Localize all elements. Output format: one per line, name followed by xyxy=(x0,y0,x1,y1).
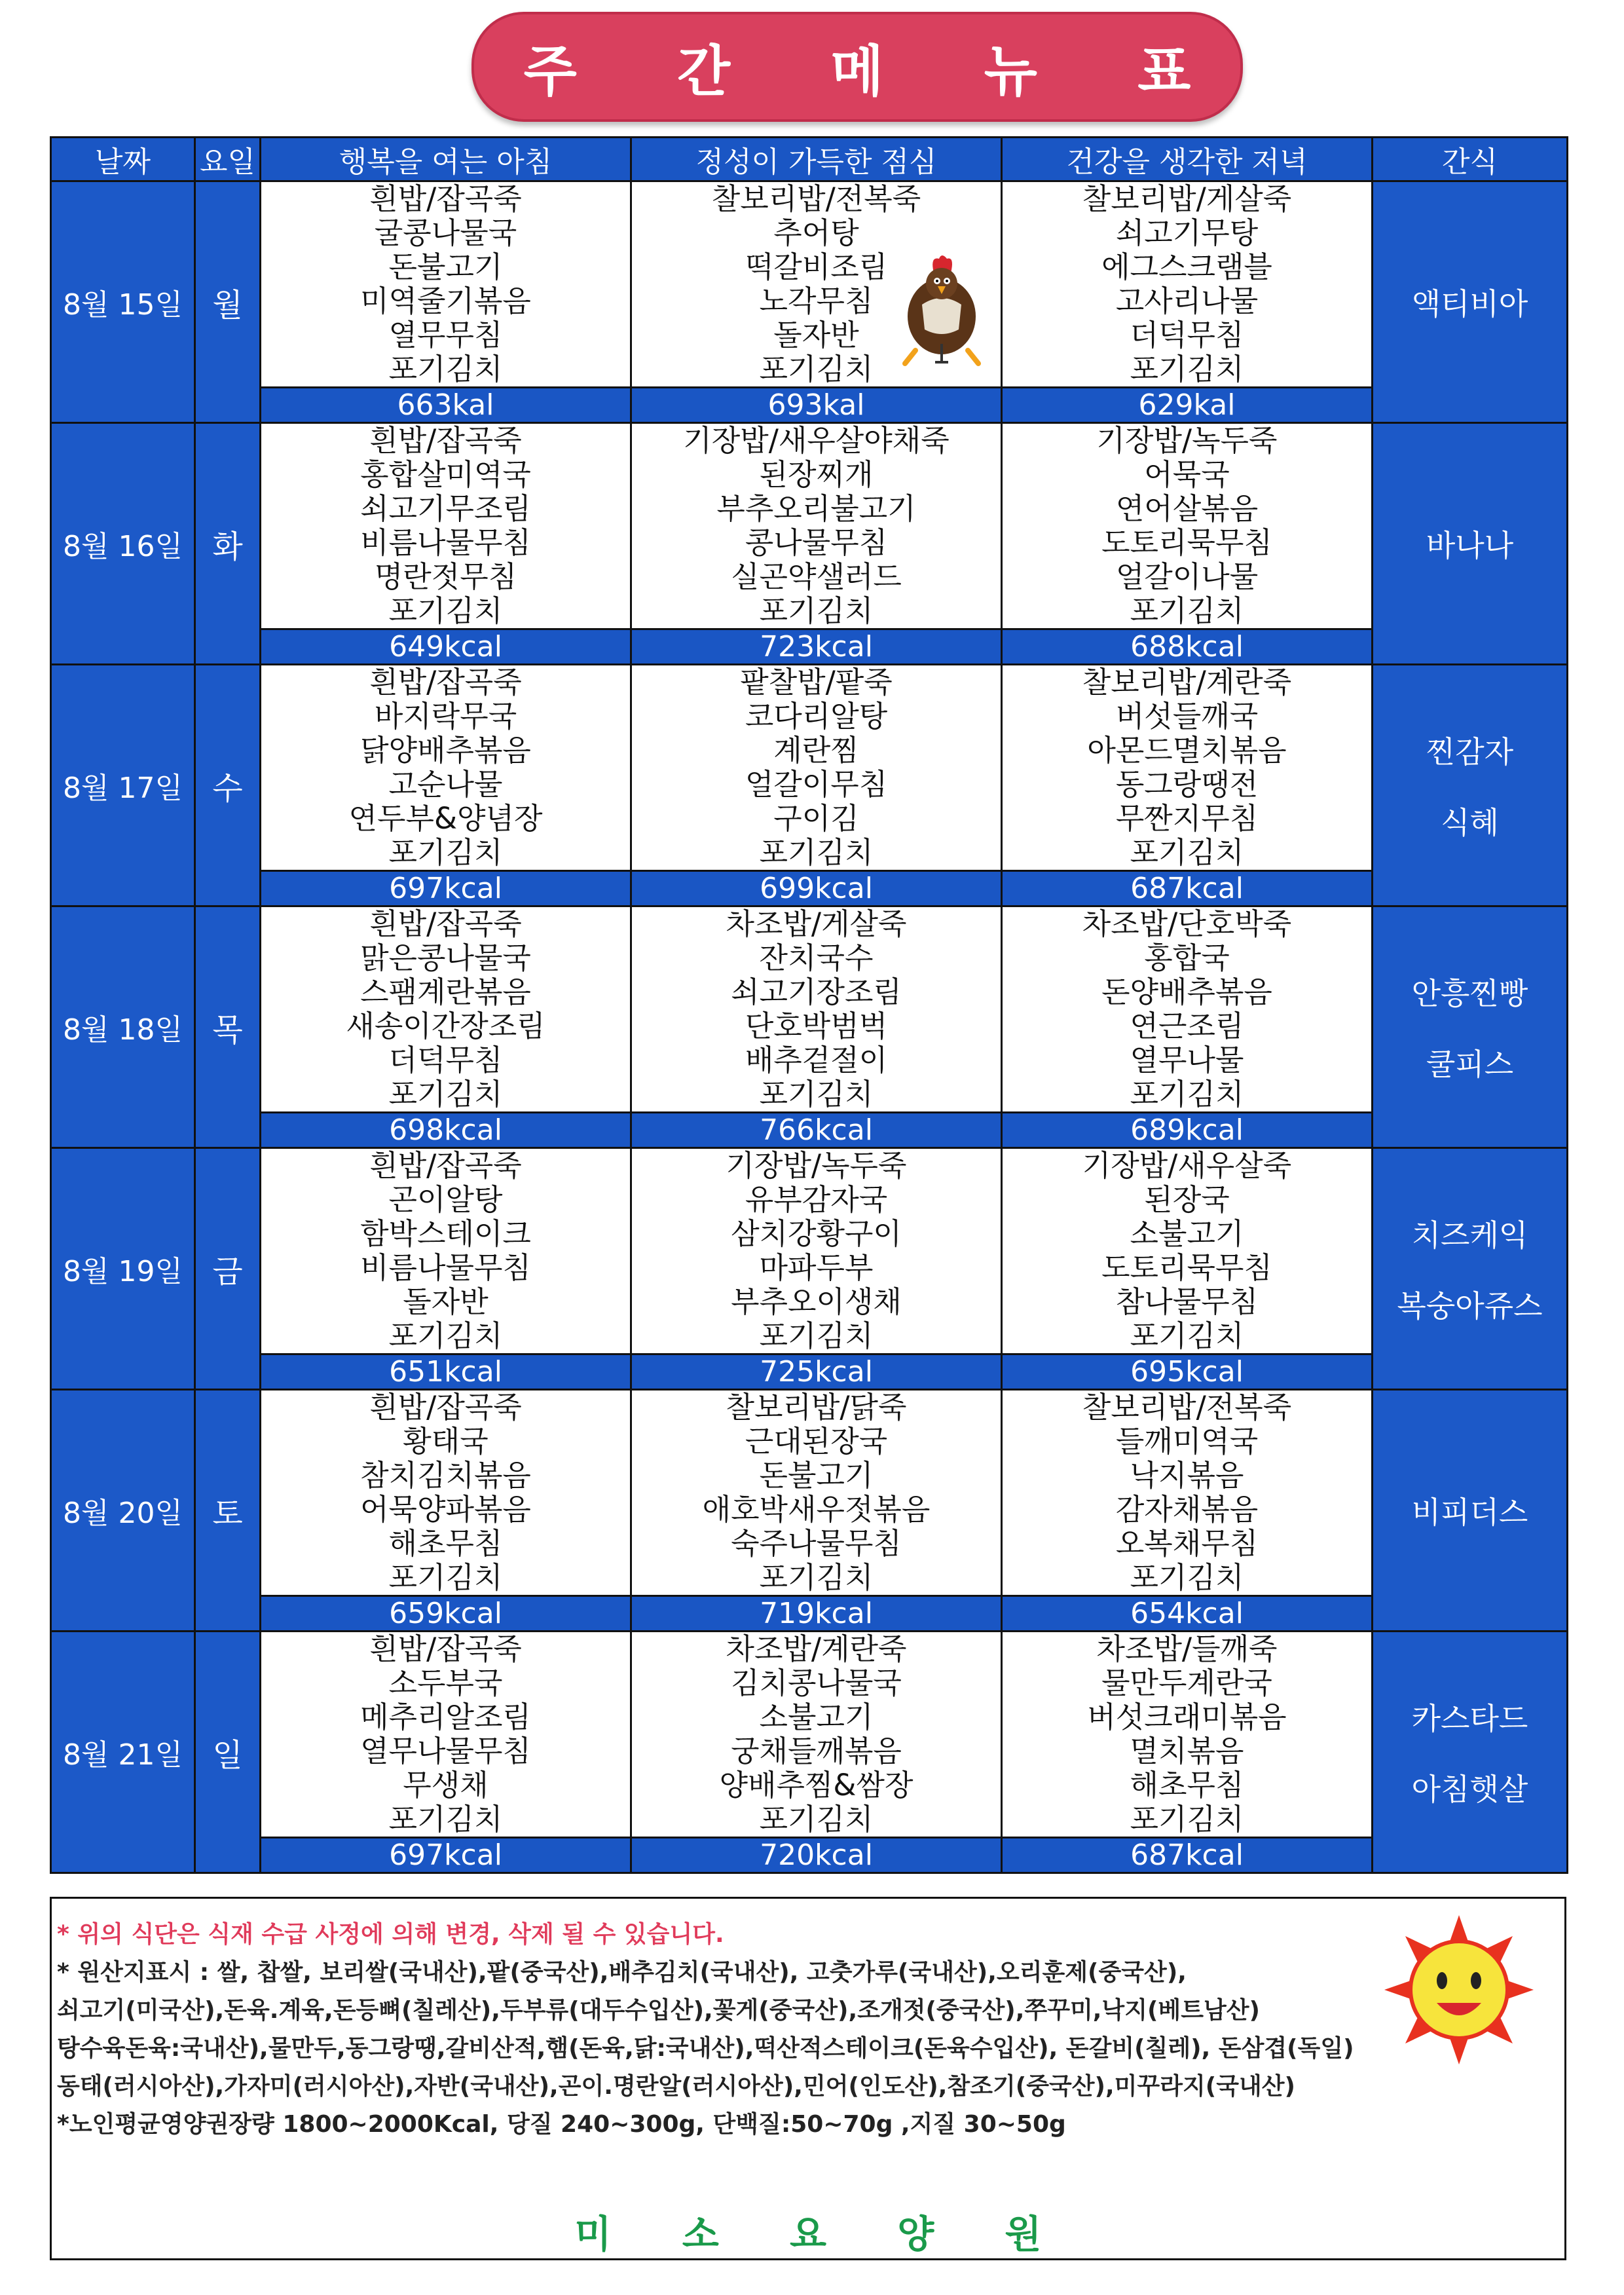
day-weekday: 수 xyxy=(195,665,261,906)
snack-item: 쿨피스 xyxy=(1426,1047,1514,1082)
dinner-item: 포기김치 xyxy=(1130,1318,1244,1353)
nutrition-text: *노인평균영양권장량 1800~2000Kcal, 당질 240~300g, 단백질:50~70g ,지질 30~50g xyxy=(57,2111,1066,2138)
dinner-item: 기장밥/새우살죽 xyxy=(1082,1148,1292,1183)
dinner-item: 차조밥/단호박죽 xyxy=(1082,906,1292,941)
lunch-item: 된장찌개 xyxy=(759,457,874,492)
day-row xyxy=(51,181,1568,388)
lunch-menu xyxy=(631,423,1002,629)
dinner-item: 오복채무침 xyxy=(1115,1526,1259,1561)
lunch-item: 마파두부 xyxy=(759,1250,874,1285)
lunch-item: 궁채들깨볶음 xyxy=(731,1734,902,1768)
dinner-item: 찰보리밥/전복죽 xyxy=(1082,1390,1292,1425)
breakfast-item: 미역줄기볶음 xyxy=(360,284,531,318)
breakfast-menu xyxy=(261,665,631,871)
day-date: 8월 15일 xyxy=(51,181,195,423)
snack-cell xyxy=(1373,1632,1568,1873)
snack-cell xyxy=(1373,1390,1568,1632)
breakfast-item: 비름나물무침 xyxy=(360,1250,531,1285)
header-weekday: 요일 xyxy=(195,138,261,181)
dinner-item: 돈양배추볶음 xyxy=(1101,975,1272,1009)
lunch-item: 잔치국수 xyxy=(759,941,874,975)
dinner-item: 찰보리밥/게살죽 xyxy=(1082,181,1292,216)
dinner-item: 고사리나물 xyxy=(1115,284,1259,318)
breakfast-item: 돈불고기 xyxy=(388,250,503,284)
breakfast-item: 곤이알탕 xyxy=(388,1182,503,1217)
lunch-item: 포기김치 xyxy=(759,1560,874,1595)
lunch-item: 차조밥/게살죽 xyxy=(726,906,907,941)
lunch-menu xyxy=(631,665,1002,871)
dinner-item: 감자채볶음 xyxy=(1115,1492,1259,1527)
day-weekday: 토 xyxy=(195,1390,261,1632)
weekly-menu-table xyxy=(50,136,1568,1874)
snack-cell xyxy=(1373,423,1568,665)
breakfast-menu xyxy=(261,1148,631,1354)
dinner-item: 포기김치 xyxy=(1130,1560,1244,1595)
breakfast-item: 닭양배추볶음 xyxy=(360,733,531,768)
breakfast-item: 포기김치 xyxy=(388,1560,503,1595)
breakfast-item: 열무무침 xyxy=(388,318,503,352)
dinner-item: 멸치볶음 xyxy=(1130,1734,1244,1768)
kcal-row xyxy=(51,629,1568,665)
breakfast-item: 흰밥/잡곡죽 xyxy=(369,181,522,216)
dinner-menu xyxy=(1002,665,1373,871)
lunch-item: 부추오리불고기 xyxy=(716,491,916,526)
dinner-kcal: 689kcal xyxy=(1002,1113,1373,1148)
lunch-kcal: 699kcal xyxy=(631,871,1002,906)
breakfast-item: 바지락무국 xyxy=(374,699,517,734)
snack-item: 아침햇살 xyxy=(1411,1772,1528,1807)
day-row xyxy=(51,1148,1568,1354)
day-row xyxy=(51,423,1568,629)
snack-item: 액티비아 xyxy=(1411,286,1528,322)
lunch-item: 계란찜 xyxy=(773,733,859,768)
day-weekday: 일 xyxy=(195,1632,261,1873)
footer xyxy=(50,2203,1566,2260)
snack-cell xyxy=(1373,906,1568,1148)
breakfast-item: 해초무침 xyxy=(388,1526,503,1561)
snack-item: 복숭아쥬스 xyxy=(1397,1288,1543,1324)
breakfast-item: 소두부국 xyxy=(388,1666,503,1700)
dinner-item: 얼갈이나물 xyxy=(1115,559,1259,594)
dinner-menu xyxy=(1002,423,1373,629)
day-row xyxy=(51,1390,1568,1596)
dinner-item: 해초무침 xyxy=(1130,1768,1244,1802)
lunch-kcal: 720kcal xyxy=(631,1838,1002,1873)
dinner-item: 동그랑땡전 xyxy=(1115,767,1259,802)
lunch-item: 포기김치 xyxy=(759,1802,874,1837)
lunch-menu xyxy=(631,1148,1002,1354)
dinner-item: 도토리묵무침 xyxy=(1101,525,1272,560)
breakfast-kcal: 659kcal xyxy=(261,1596,631,1632)
breakfast-kcal: 697kcal xyxy=(261,1838,631,1873)
origin-line-3: 탕수육돈육:국내산),물만두,동그랑땡,갈비산적,햄(돈육,닭:국내산),떡산적스테이크(돈육수입산), 돈갈비(칠레), 돈삼겹(독일) xyxy=(57,2035,1354,2062)
lunch-item: 포기김치 xyxy=(759,1077,874,1111)
lunch-menu xyxy=(631,906,1002,1113)
breakfast-item: 굴콩나물국 xyxy=(374,215,517,250)
dinner-menu xyxy=(1002,1632,1373,1838)
lunch-item: 포기김치 xyxy=(759,835,874,870)
day-date: 8월 21일 xyxy=(51,1632,195,1873)
breakfast-item: 비름나물무침 xyxy=(360,525,531,560)
dinner-item: 버섯들깨국 xyxy=(1115,699,1259,734)
dinner-item: 에그스크램블 xyxy=(1101,250,1272,284)
breakfast-kcal: 663kal xyxy=(261,388,631,423)
kcal-row xyxy=(51,871,1568,906)
breakfast-menu xyxy=(261,423,631,629)
breakfast-item: 홍합살미역국 xyxy=(360,457,531,492)
dinner-menu xyxy=(1002,1390,1373,1596)
kcal-row xyxy=(51,1596,1568,1632)
lunch-item: 얼갈이무침 xyxy=(745,767,888,802)
lunch-item: 실곤약샐러드 xyxy=(731,559,902,594)
breakfast-item: 포기김치 xyxy=(388,835,503,870)
dinner-item: 들깨미역국 xyxy=(1115,1424,1259,1459)
snack-item: 식혜 xyxy=(1441,805,1499,840)
breakfast-item: 열무나물무침 xyxy=(360,1734,531,1768)
lunch-item: 노각무침 xyxy=(759,284,874,318)
dinner-menu xyxy=(1002,1148,1373,1354)
dinner-item: 도토리묵무침 xyxy=(1101,1250,1272,1285)
breakfast-item: 무생채 xyxy=(403,1768,489,1802)
breakfast-item: 포기김치 xyxy=(388,352,503,386)
day-date: 8월 20일 xyxy=(51,1390,195,1632)
dinner-kcal: 695kcal xyxy=(1002,1354,1373,1390)
day-row xyxy=(51,906,1568,1113)
breakfast-item: 어묵양파볶음 xyxy=(360,1492,531,1527)
dinner-item: 차조밥/들깨죽 xyxy=(1096,1632,1278,1666)
dinner-item: 홍합국 xyxy=(1144,941,1230,975)
header-snack: 간식 xyxy=(1373,138,1568,181)
day-weekday: 금 xyxy=(195,1148,261,1390)
sun-icon xyxy=(1382,1912,1536,2067)
lunch-menu xyxy=(631,1632,1002,1838)
lunch-kcal: 719kcal xyxy=(631,1596,1002,1632)
breakfast-menu xyxy=(261,1390,631,1596)
lunch-item: 소불고기 xyxy=(759,1700,874,1734)
day-row xyxy=(51,1632,1568,1838)
header-dinner: 건강을 생각한 저녁 xyxy=(1002,138,1373,181)
facility-name: 미 소 요 양 원 xyxy=(574,2212,1071,2256)
breakfast-item: 포기김치 xyxy=(388,593,503,628)
breakfast-kcal: 698kcal xyxy=(261,1113,631,1148)
snack-cell xyxy=(1373,181,1568,423)
dinner-item: 더덕무침 xyxy=(1130,318,1244,352)
snack-item: 바나나 xyxy=(1426,528,1514,563)
lunch-item: 추어탕 xyxy=(773,215,859,250)
breakfast-item: 스팸계란볶음 xyxy=(360,975,531,1009)
table-header-row xyxy=(51,138,1568,181)
breakfast-kcal: 697kcal xyxy=(261,871,631,906)
breakfast-item: 새송이간장조림 xyxy=(346,1009,545,1043)
dinner-item: 버섯크래미볶음 xyxy=(1087,1700,1287,1734)
breakfast-item: 고순나물 xyxy=(388,767,503,802)
snack-item: 비피더스 xyxy=(1411,1495,1528,1530)
lunch-item: 구이김 xyxy=(773,801,859,836)
lunch-item: 기장밥/새우살야채죽 xyxy=(683,423,950,458)
breakfast-item: 흰밥/잡곡죽 xyxy=(369,423,522,458)
dinner-kcal: 687kcal xyxy=(1002,1838,1373,1873)
lunch-item: 김치콩나물국 xyxy=(731,1666,902,1700)
dinner-item: 무짠지무침 xyxy=(1115,801,1259,836)
lunch-item: 콩나물무침 xyxy=(745,525,888,560)
lunch-item: 포기김치 xyxy=(759,1318,874,1353)
dinner-kcal: 687kcal xyxy=(1002,871,1373,906)
breakfast-item: 명란젓무침 xyxy=(374,559,517,594)
dinner-item: 아몬드멸치볶음 xyxy=(1087,733,1287,768)
day-date: 8월 19일 xyxy=(51,1148,195,1390)
breakfast-menu xyxy=(261,906,631,1113)
breakfast-item: 흰밥/잡곡죽 xyxy=(369,665,522,700)
breakfast-menu xyxy=(261,1632,631,1838)
snack-item: 안흥찐빵 xyxy=(1411,976,1528,1011)
lunch-item: 돈불고기 xyxy=(759,1458,874,1493)
dinner-item: 참나물무침 xyxy=(1115,1284,1259,1319)
dinner-item: 포기김치 xyxy=(1130,835,1244,870)
dinner-item: 어묵국 xyxy=(1144,457,1230,492)
breakfast-item: 메추리알조림 xyxy=(360,1700,531,1734)
lunch-item: 찰보리밥/닭죽 xyxy=(726,1390,907,1425)
breakfast-item: 쇠고기무조림 xyxy=(360,491,531,526)
lunch-item: 코다리알탕 xyxy=(745,699,888,734)
breakfast-item: 흰밥/잡곡죽 xyxy=(369,906,522,941)
day-date: 8월 17일 xyxy=(51,665,195,906)
dinner-item: 열무나물 xyxy=(1130,1043,1244,1077)
dinner-menu xyxy=(1002,906,1373,1113)
dinner-item: 물만두계란국 xyxy=(1101,1666,1272,1700)
chicken-icon xyxy=(896,252,987,369)
snack-item: 카스타드 xyxy=(1411,1701,1528,1736)
breakfast-item: 더덕무침 xyxy=(388,1043,503,1077)
lunch-kcal: 766kcal xyxy=(631,1113,1002,1148)
lunch-item: 돌자반 xyxy=(773,318,859,352)
lunch-item: 양배추찜&쌈장 xyxy=(719,1768,913,1802)
day-weekday: 목 xyxy=(195,906,261,1148)
snack-cell xyxy=(1373,665,1568,906)
breakfast-item: 돌자반 xyxy=(403,1284,489,1319)
lunch-item: 쇠고기장조림 xyxy=(731,975,902,1009)
breakfast-kcal: 651kcal xyxy=(261,1354,631,1390)
breakfast-menu xyxy=(261,181,631,388)
breakfast-item: 포기김치 xyxy=(388,1318,503,1353)
day-date: 8월 16일 xyxy=(51,423,195,665)
header-lunch: 정성이 가득한 점심 xyxy=(631,138,1002,181)
dinner-item: 쇠고기무탕 xyxy=(1115,215,1259,250)
breakfast-item: 참치김치볶음 xyxy=(360,1458,531,1493)
breakfast-item: 흰밥/잡곡죽 xyxy=(369,1390,522,1425)
dinner-item: 포기김치 xyxy=(1130,593,1244,628)
title-banner xyxy=(471,12,1243,122)
breakfast-item: 맑은콩나물국 xyxy=(360,941,531,975)
dinner-item: 소불고기 xyxy=(1130,1216,1244,1251)
origin-line-4: 동태(러시아산),가자미(러시아산),자반(국내산),곤이.명란알(러시아산),민어(인도산),참조기(중국산),미꾸라지(국내산) xyxy=(57,2073,1295,2100)
origin-line-2: 쇠고기(미국산),돈육.계육,돈등뼈(칠레산),두부류(대두수입산),꽃게(중국산),조개젓(중국산),쭈꾸미,낙지(베트남산) xyxy=(57,1997,1260,2024)
lunch-kcal: 693kal xyxy=(631,388,1002,423)
lunch-item: 팥찰밥/팥죽 xyxy=(740,665,893,700)
page-title: 주 간 메 뉴 표 xyxy=(523,39,1232,103)
dinner-item: 낙지볶음 xyxy=(1130,1458,1244,1493)
lunch-item: 단호박범벅 xyxy=(745,1009,888,1043)
lunch-item: 포기김치 xyxy=(759,352,874,386)
notice-text: * 위의 식단은 식재 수급 사정에 의해 변경, 삭제 될 수 있습니다. xyxy=(57,1921,724,1948)
kcal-row xyxy=(51,1354,1568,1390)
dinner-item: 연어살볶음 xyxy=(1115,491,1259,526)
day-row xyxy=(51,665,1568,871)
dinner-item: 찰보리밥/계란죽 xyxy=(1082,665,1292,700)
snack-item: 찐감자 xyxy=(1426,734,1514,770)
breakfast-item: 연두부&양념장 xyxy=(348,801,543,836)
lunch-item: 삼치강황구이 xyxy=(731,1216,902,1251)
lunch-item: 떡갈비조림 xyxy=(745,250,888,284)
dinner-kcal: 654kcal xyxy=(1002,1596,1373,1632)
dinner-item: 포기김치 xyxy=(1130,1077,1244,1111)
lunch-kcal: 723kcal xyxy=(631,629,1002,665)
dinner-item: 된장국 xyxy=(1144,1182,1230,1217)
lunch-item: 배추겉절이 xyxy=(745,1043,888,1077)
notes-box xyxy=(50,1897,1566,2207)
lunch-item: 유부감자국 xyxy=(745,1182,888,1217)
breakfast-item: 흰밥/잡곡죽 xyxy=(369,1632,522,1666)
lunch-item: 차조밥/계란죽 xyxy=(726,1632,907,1666)
snack-item: 치즈케익 xyxy=(1411,1218,1528,1253)
lunch-item: 근대된장국 xyxy=(745,1424,888,1459)
day-date: 8월 18일 xyxy=(51,906,195,1148)
breakfast-item: 포기김치 xyxy=(388,1077,503,1111)
dinner-item: 포기김치 xyxy=(1130,1802,1244,1837)
lunch-item: 찰보리밥/전복죽 xyxy=(711,181,921,216)
dinner-kcal: 629kal xyxy=(1002,388,1373,423)
breakfast-item: 함박스테이크 xyxy=(360,1216,531,1251)
breakfast-item: 포기김치 xyxy=(388,1802,503,1837)
dinner-item: 연근조림 xyxy=(1130,1009,1244,1043)
lunch-item: 숙주나물무침 xyxy=(731,1526,902,1561)
menu-body xyxy=(51,181,1568,1873)
lunch-item: 애호박새우젓볶음 xyxy=(702,1492,931,1527)
header-date: 날짜 xyxy=(51,138,195,181)
header-breakfast: 행복을 여는 아침 xyxy=(261,138,631,181)
snack-cell xyxy=(1373,1148,1568,1390)
breakfast-item: 흰밥/잡곡죽 xyxy=(369,1148,522,1183)
lunch-item: 포기김치 xyxy=(759,593,874,628)
dinner-item: 포기김치 xyxy=(1130,352,1244,386)
day-weekday: 월 xyxy=(195,181,261,423)
kcal-row xyxy=(51,1113,1568,1148)
day-weekday: 화 xyxy=(195,423,261,665)
dinner-item: 기장밥/녹두죽 xyxy=(1096,423,1278,458)
origin-line-1: * 원산지표시 : 쌀, 찹쌀, 보리쌀(국내산),팥(중국산),배추김치(국내산), 고춧가루(국내산),오리훈제(중국산), xyxy=(57,1959,1187,1986)
lunch-kcal: 725kcal xyxy=(631,1354,1002,1390)
kcal-row xyxy=(51,388,1568,423)
kcal-row xyxy=(51,1838,1568,1873)
lunch-item: 기장밥/녹두죽 xyxy=(726,1148,907,1183)
lunch-item: 부추오이생채 xyxy=(731,1284,902,1319)
dinner-kcal: 688kcal xyxy=(1002,629,1373,665)
breakfast-kcal: 649kcal xyxy=(261,629,631,665)
dinner-menu xyxy=(1002,181,1373,388)
breakfast-item: 황태국 xyxy=(403,1424,489,1459)
lunch-menu xyxy=(631,1390,1002,1596)
